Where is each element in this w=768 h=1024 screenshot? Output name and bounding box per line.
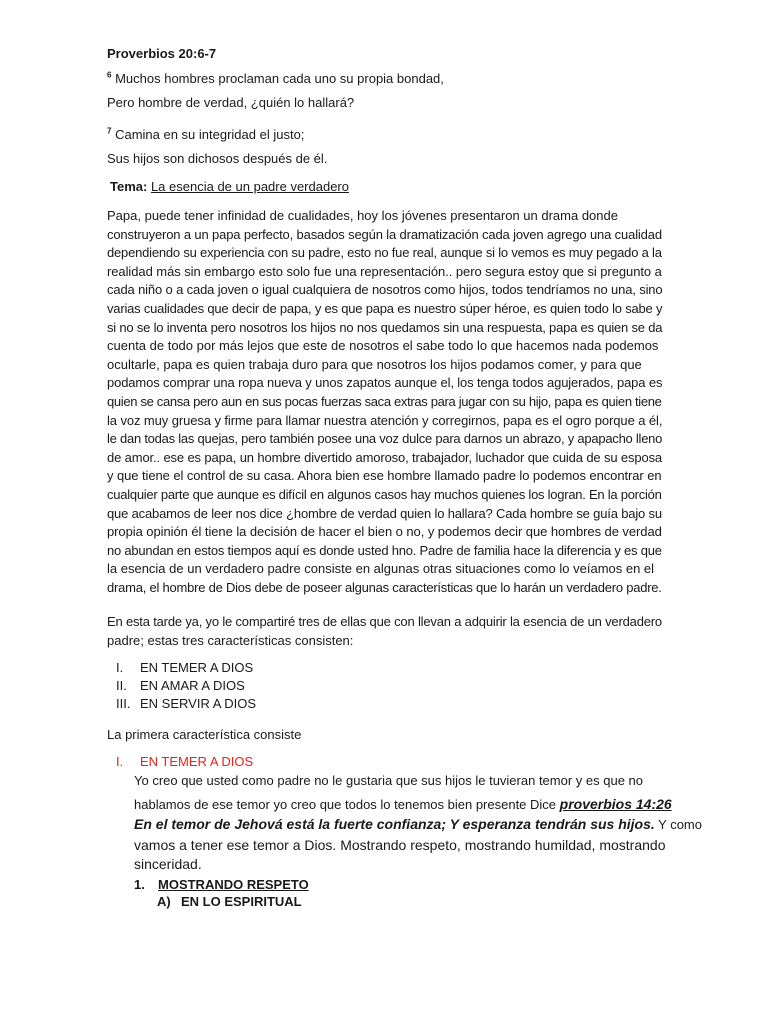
scripture-reference: proverbios 14:26 [559,796,672,812]
section-1-line-4: vamos a tener ese temor a Dios. Mostrando respeto, mostrando humildad, mostrando [134,837,666,853]
primera-caracteristica: La primera característica consiste [107,727,302,742]
scripture-heading: Proverbios 20:6-7 [107,46,217,61]
verse-text: Camina en su integridad el justo; [115,127,305,142]
paragraph-line: le dan todas las quejas, pero también posee una voz dulce para darnos un abrazo, y apapacho lleno [107,431,663,447]
verse-7-line-1 [107,126,304,144]
subsection-title: EN LO ESPIRITUAL [181,894,302,909]
section-1-heading [116,753,253,771]
verse-6-line-1 [107,70,444,88]
section-number: I. [116,754,124,769]
paragraph-line: y que tiene el control de su casa. Ahora bien ese hombre llamado padre lo podemos encontrar en [107,468,662,484]
paragraph-line: construyeron a un papa perfecto, basados según la dramatización cada joven agrego una cualidad [107,226,662,242]
subsection-number: 1. [134,877,145,892]
paragraph-line: cada niño o a cada joven o igual cualquiera de nosotros como hijos, todos tendríamos no una, sino [107,282,663,298]
paragraph-line: realidad más sin embargo esto solo fue una representación.. pero segura estoy que si pregunto a [107,263,662,279]
section-1-line-2 [134,795,672,814]
subsection-1-heading [134,876,313,894]
section-1-line-3 [134,815,702,834]
list-item-1 [116,659,253,677]
subsection-letter: A) [157,894,171,909]
tema-label: Tema: [110,179,148,194]
paragraph-line: varias cualidades que decir de papa, y es que papa es nuestro súper héroe, es quien todo lo sabe y [107,301,663,316]
paragraph-line: quien se cansa pero aun en sus pocas fuerzas saca extras para jugar con su hijo, papa es quien tiene [107,394,662,409]
paragraph-line: propia opinión él tiene la decisión de hacer el bien o no, y podemos decir que hombres de verdad [107,524,662,540]
paragraph-line: podamos comprar una ropa nueva y unos zapatos aunque el, los tenga todos agujerados, papa es [107,375,663,391]
subsection-a-heading [157,893,302,911]
list-item-2 [116,677,245,695]
paragraph-line: no abundan en estos tiempos aquí es donde usted hno. Padre de familia hace la diferencia y es que [107,542,662,558]
section-title: EN TEMER A DIOS [140,754,254,769]
paragraph-line: de amor.. ese es papa, un hombre divertido amoroso, trabajador, luchador que cuida de su esposa [107,449,663,465]
section-1-line-5: sinceridad. [134,856,202,872]
paragraph-line: dependiendo su experiencia con su padre, esto no fue real, aunque si lo vemos es muy pegado a la [107,245,662,261]
verse-6-line-2: Pero hombre de verdad, ¿quién lo hallará? [107,95,355,110]
section-1-line-1: Yo creo que usted como padre no le gustaria que sus hijos le tuvieran temor y es que no [134,773,643,788]
list-number: III. [116,696,131,711]
subsection-title: MOSTRANDO RESPETO [158,877,309,892]
line-text: hablamos de ese temor yo creo que todos lo tenemos bien presente Dice [134,797,560,812]
paragraph-line: padre; estas tres características consisten: [107,632,354,648]
paragraph-line: Papa, puede tener infinidad de cualidades, hoy los jóvenes presentaron un drama donde [107,208,618,223]
list-number: I. [116,660,124,675]
verse-7-line-2: Sus hijos son dichosos después de él. [107,151,328,166]
paragraph-line: la voz muy gruesa y firme para llamar nuestra atención y corregirnos, papa es el ogro porque a él, [107,412,663,428]
scripture-quote: En el temor de Jehová está la fuerte confianza; Y esperanza tendrán sus hijos. [134,816,655,832]
list-item-3 [116,695,256,713]
paragraph-line: cualquier parte que aunque es difícil en algunos casos hay muchos quienes los logran. En la porción [107,487,662,502]
tema-title: La esencia de un padre verdadero [150,179,349,194]
list-text: EN SERVIR A DIOS [140,696,257,711]
paragraph-line: En esta tarde ya, yo le compartiré tres de ellas que con llevan a adquirir la esencia de un verdadero [107,614,662,629]
list-text: EN TEMER A DIOS [140,660,254,675]
verse-number: 7 [107,126,112,136]
list-number: II. [116,678,127,693]
line-text: Y como [654,817,702,832]
verse-number: 6 [107,70,112,80]
verse-text: Muchos hombres proclaman cada uno su propia bondad, [115,71,444,86]
paragraph-line: que acabamos de leer nos dice ¿hombre de verdad quien lo hallara? Cada hombre se guía bajo su [107,505,662,521]
paragraph-line: drama, el hombre de Dios debe de poseer algunas características que lo harán un verdadero padre. [107,580,662,595]
paragraph-line: cuenta de todo por más lejos que este de nosotros el sabe todo lo que hacemos nada podemos [107,338,659,354]
tema-line [110,178,349,196]
paragraph-line: la esencia de un verdadero padre consiste en algunas otras situaciones como lo veíamos en el [107,561,655,577]
paragraph-line: si no se lo inventa pero nosotros los hijos no nos quedamos sin una respuesta, papa es quien se da [107,319,663,335]
paragraph-line: ocultarle, papa es quien trabaja duro para que nosotros los hijos podamos comer, y para que [107,356,642,372]
list-text: EN AMAR A DIOS [140,678,245,693]
